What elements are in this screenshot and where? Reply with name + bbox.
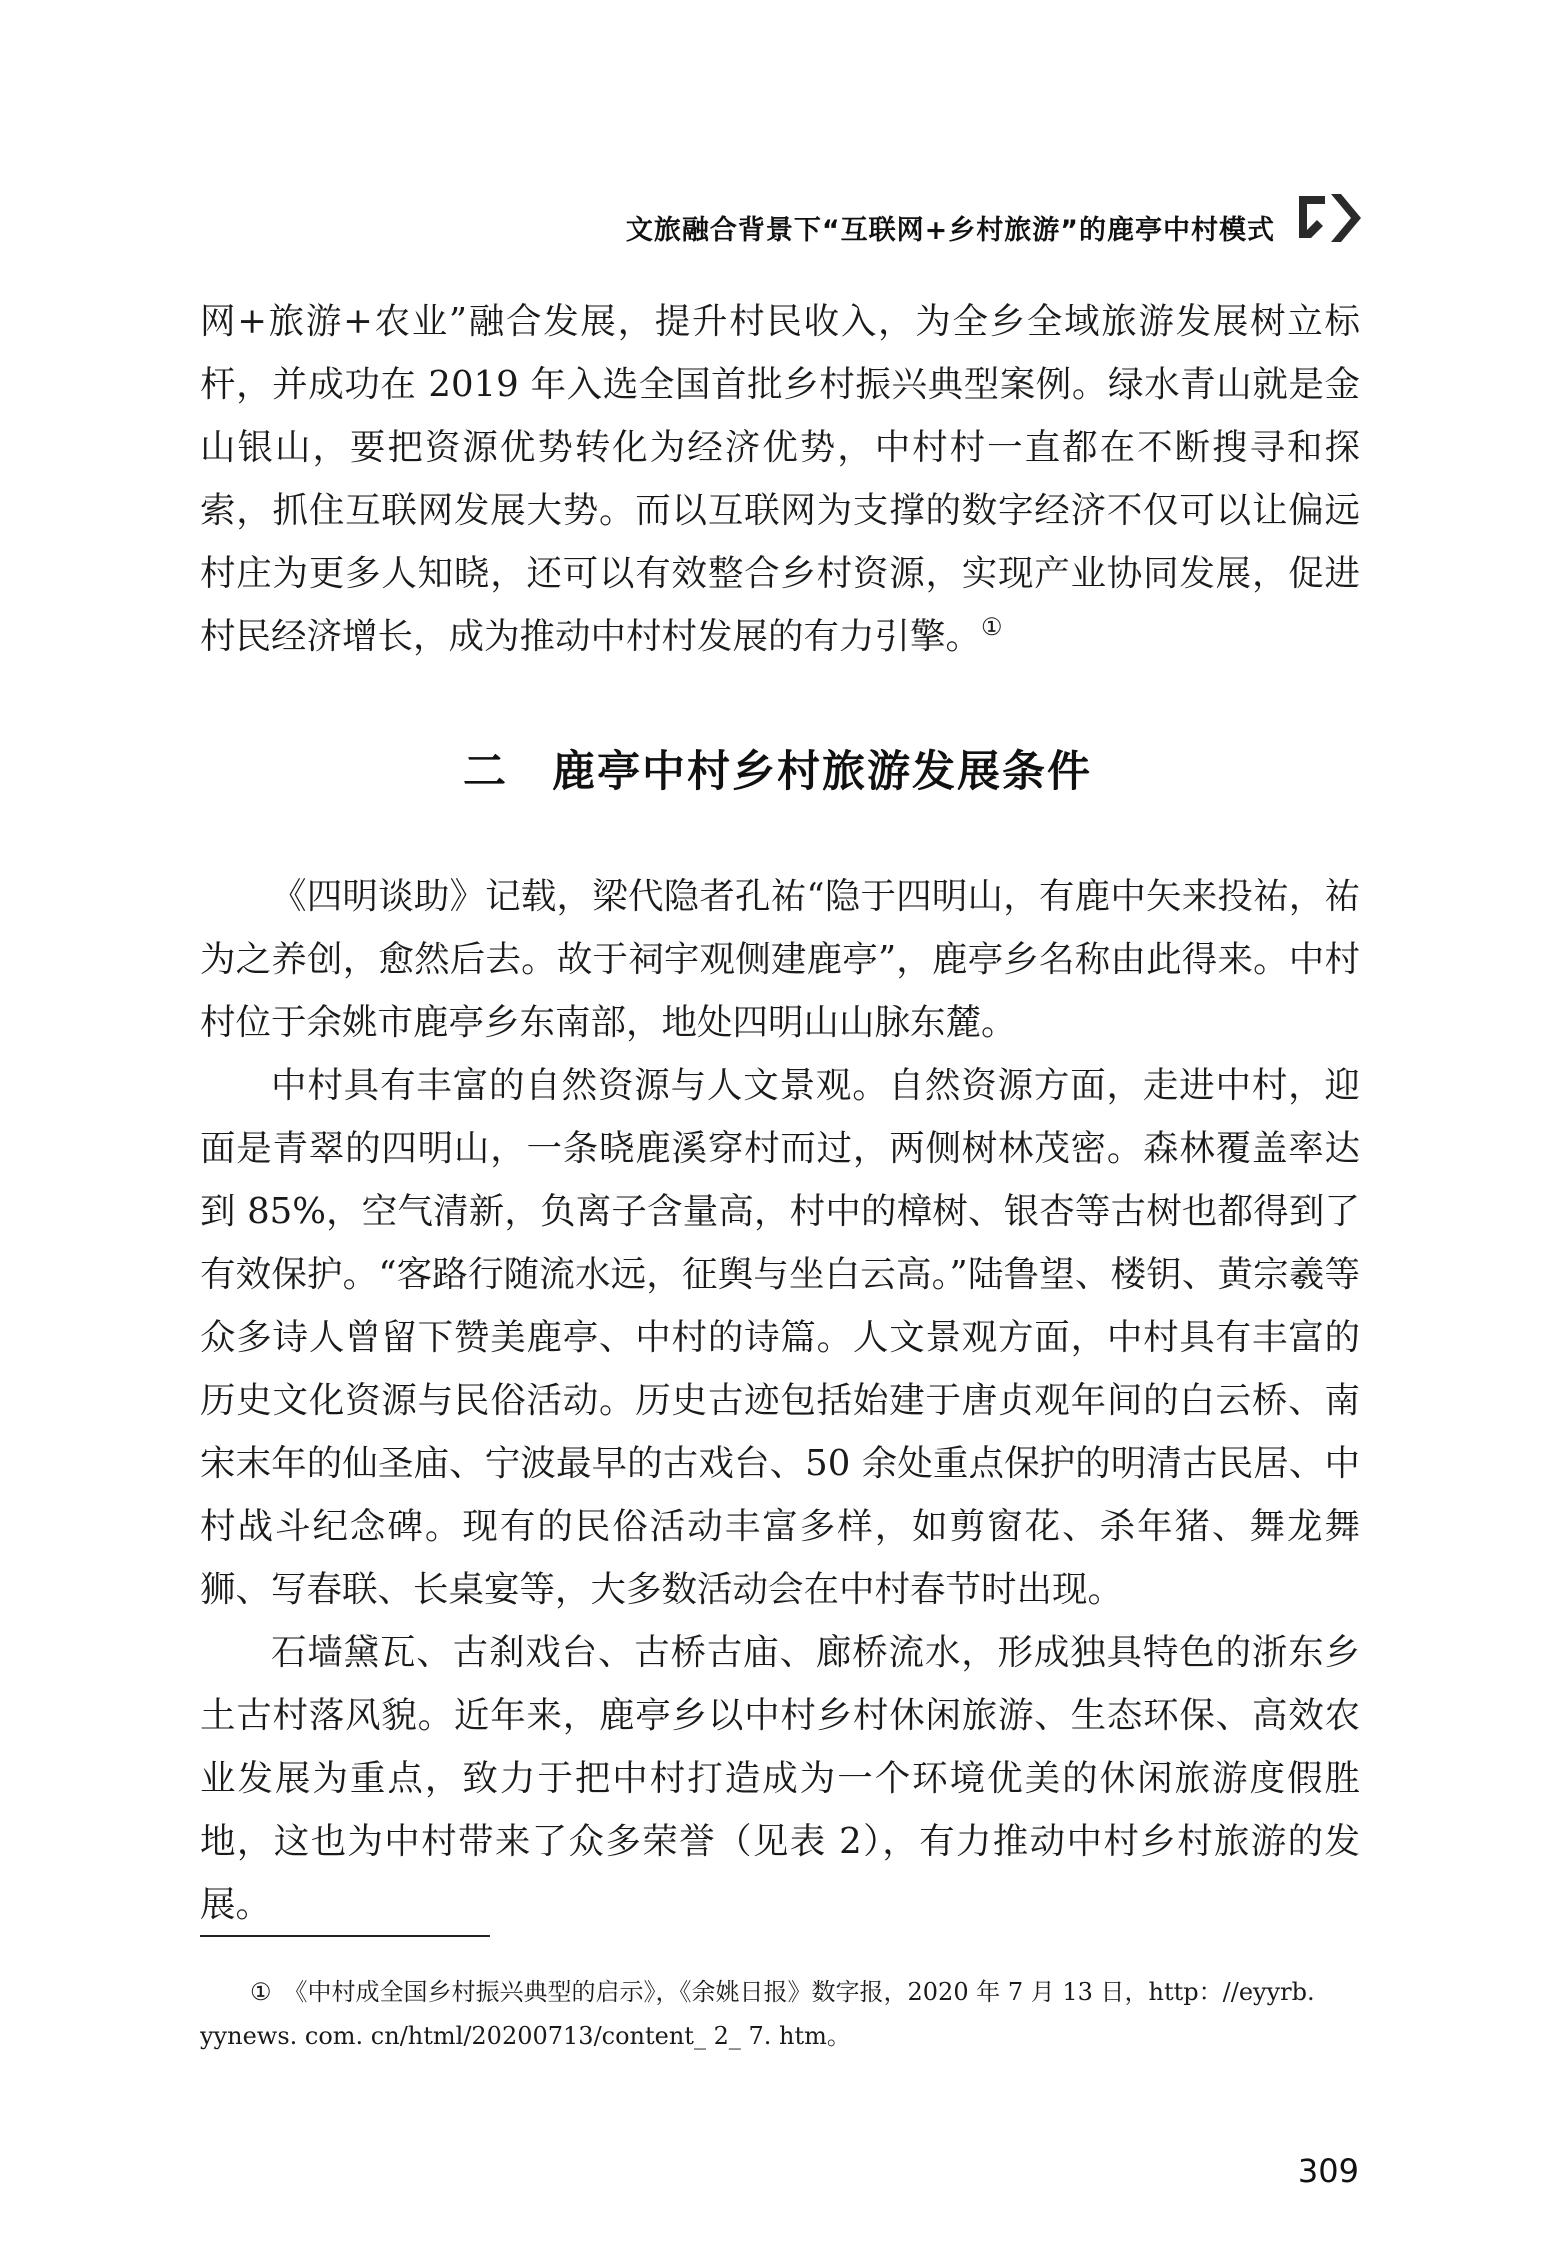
footnote-reference: ① <box>981 613 1003 642</box>
footnote <box>200 1970 1360 2058</box>
section-title: 鹿亭中村乡村旅游发展条件 <box>552 747 1092 797</box>
running-header-title: 文旅融合背景下“互联网+乡村旅游”的鹿亭中村模式 <box>625 215 1275 246</box>
footnote-marker: ① <box>250 1978 272 2006</box>
section-heading <box>0 738 1555 799</box>
chapter-arrow-icon <box>1295 190 1363 246</box>
section-number: 二 <box>463 747 508 797</box>
paragraph: 中村具有丰富的自然资源与人文景观。自然资源方面，走进中村，迎面是青翠的四明山，一条晓鹿溪穿村而过，两侧树林茂密。森林覆盖率达到 85%，空气清新，负离子含量高，村中的樟树、银杏等古树也都得到了有效保护。“客路行随流水远，征舆与坐白云高。”陆鲁望、楼钥、黄宗羲等众多诗人曾留下赞美鹿亭、中村的诗篇。人文景观方面，中村具有丰富的历史文化资源与民俗活动。历史古迹包括始建于唐贞观年间的白云桥、南宋末年的仙圣庙、宁波最早的古戏台、50 余处重点保护的明清古民居、中村战斗纪念碑。现有的民俗活动丰富多样，如剪窗花、杀年猪、舞龙舞狮、写春联、长桌宴等，大多数活动会在中村春节时出现。 <box>200 1065 1360 1610</box>
body-text-top <box>200 290 1360 668</box>
paragraph: 石墙黛瓦、古刹戏台、古桥古庙、廊桥流水，形成独具特色的浙东乡土古村落风貌。近年来，鹿亭乡以中村乡村休闲旅游、生态环保、高效农业发展为重点，致力于把中村打造成为一个环境优美的休闲旅游度假胜地，这也为中村带来了众多荣誉（见表 2），有力推动中村乡村旅游的发展。 <box>200 1632 1360 1925</box>
paragraph-continuation: 网+旅游+农业”融合发展，提升村民收入，为全乡全域旅游发展树立标杆，并成功在 2019 年入选全国首批乡村振兴典型案例。绿水青山就是金山银山，要把资源优势转化为经济优势，中村村一直都在不断搜寻和探索，抓住互联网发展大势。而以互联网为支撑的数字经济不仅可以让偏远村庄为更多人知晓，还可以有效整合乡村资源，实现产业协同发展，促进村民经济增长，成为推动中村村发展的有力引擎。① <box>200 301 1360 657</box>
paragraph: 《四明谈助》记载，梁代隐者孔祐“隐于四明山，有鹿中矢来投祐，祐为之养创，愈然后去。故于祠宇观侧建鹿亭”，鹿亭乡名称由此得来。中村村位于余姚市鹿亭乡东南部，地处四明山山脉东麓。 <box>200 876 1360 1043</box>
footnote-text: 《中村成全国乡村振兴典型的启示》，《余姚日报》数字报，2020 年 7 月 13 日，http：//eyyrb. yynews. com. cn/html/20200713/content_ 2_ 7. htm。 <box>200 1978 1315 2050</box>
footnote-divider <box>200 1935 490 1937</box>
body-text-main <box>200 865 1360 1936</box>
page-number: 309 <box>1297 2152 1359 2190</box>
